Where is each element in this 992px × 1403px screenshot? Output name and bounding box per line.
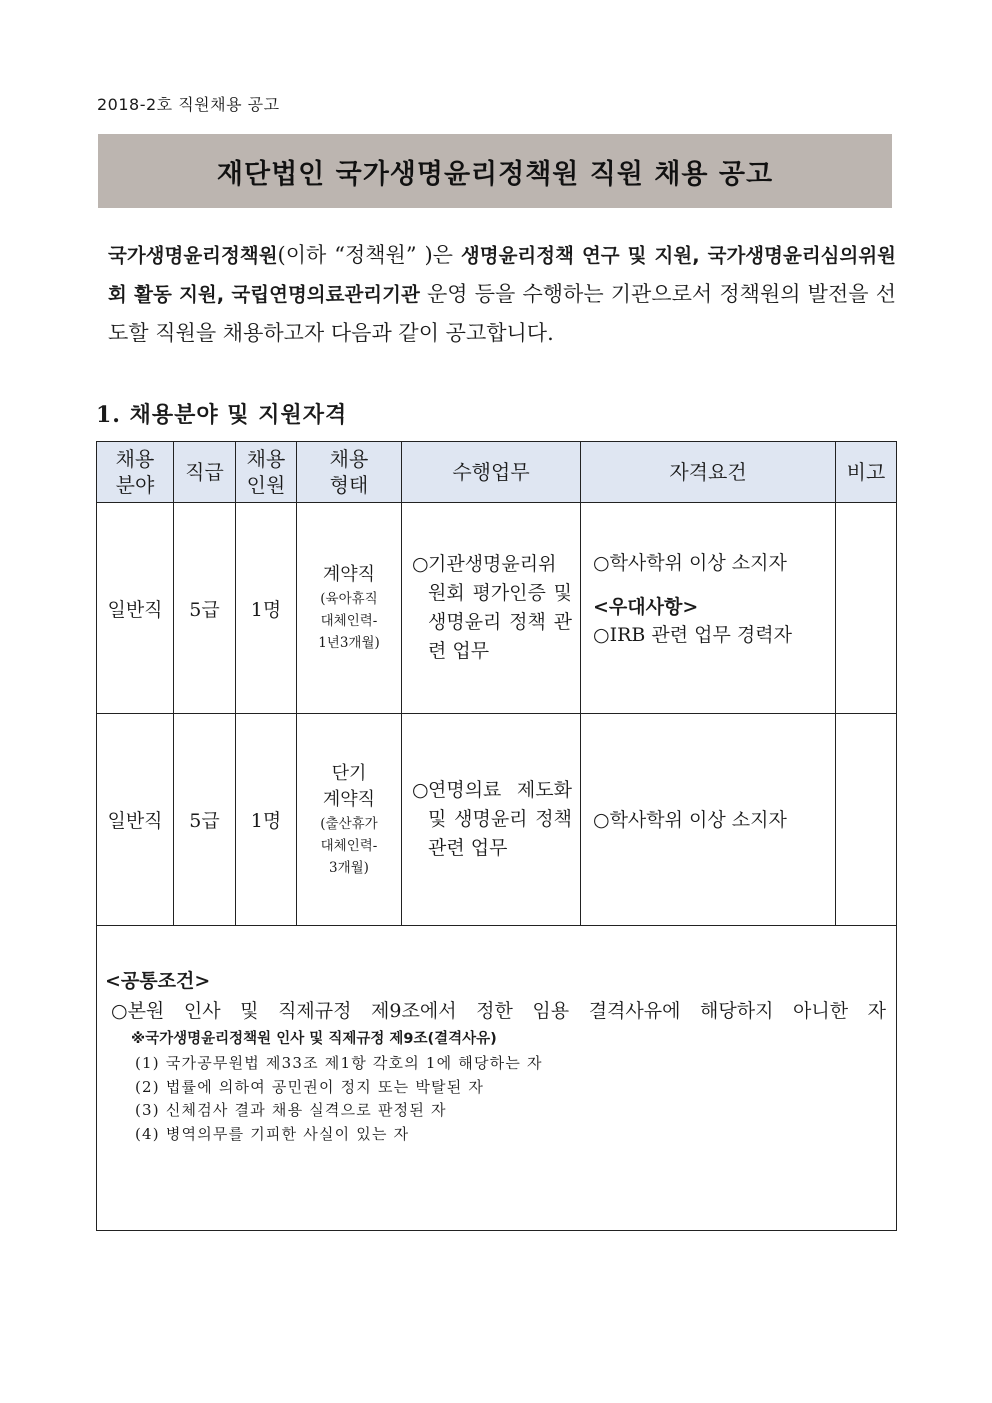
header-grade: 직급 bbox=[174, 442, 236, 503]
cell-count: 1명 bbox=[236, 503, 297, 714]
cell-qualification bbox=[581, 503, 836, 714]
type-main: 계약직 bbox=[322, 564, 376, 585]
cell-note bbox=[836, 714, 897, 926]
intro-org-name: 국가생명윤리정책원 bbox=[108, 244, 278, 267]
disqualification-item: (3) 신체검사 결과 채용 실격으로 판정된 자 bbox=[135, 1101, 447, 1119]
cell-type bbox=[297, 503, 402, 714]
header-type: 채용 형태 bbox=[297, 442, 402, 503]
table-row bbox=[97, 503, 897, 714]
cell-field: 일반직 bbox=[97, 503, 174, 714]
type-sub: (육아휴직 대체인력- 1년3개월) bbox=[318, 591, 380, 651]
header-field: 채용 분야 bbox=[97, 442, 174, 503]
qual-preference: ○IRB 관련 업무 경력자 bbox=[593, 624, 792, 646]
intro-duties: 생명윤리정책 연구 및 지원, 국가생명윤리심의위원회 활동 지원, 국립연명의료관리기관 bbox=[108, 244, 897, 306]
recruitment-table bbox=[96, 441, 897, 1231]
qual-preference-title: <우대사항> bbox=[593, 596, 699, 618]
disqualification-item: (1) 국가공무원법 제33조 제1항 각호의 1에 해당하는 자 bbox=[135, 1054, 543, 1072]
duty-text: 연명의료 제도화 및 생명윤리 정책 관련 업무 bbox=[428, 779, 572, 859]
header-note: 비고 bbox=[836, 442, 897, 503]
common-conditions bbox=[97, 926, 897, 1231]
section-title: 1. 채용분야 및 지원자격 bbox=[96, 402, 348, 428]
title-banner bbox=[98, 134, 892, 208]
cell-note bbox=[836, 503, 897, 714]
duty-text: 기관생명윤리위원회 평가인증 및 생명윤리 정책 관련 업무 bbox=[428, 553, 572, 662]
header-qualification: 자격요건 bbox=[581, 442, 836, 503]
table-header-row bbox=[97, 442, 897, 503]
intro-abbrev: (이하 “정책원” )은 bbox=[277, 243, 461, 267]
page-title: 재단법인 국가생명윤리정책원 직원 채용 공고 bbox=[216, 158, 774, 190]
cell-duty bbox=[402, 503, 581, 714]
cell-field: 일반직 bbox=[97, 714, 174, 926]
cell-type bbox=[297, 714, 402, 926]
intro-paragraph bbox=[108, 236, 896, 353]
cell-grade: 5급 bbox=[174, 714, 236, 926]
common-condition-line: ○본원 인사 및 직제규정 제9조에서 정한 임용 결격사유에 해당하지 아니한 자 bbox=[111, 1000, 886, 1022]
common-conditions-row bbox=[97, 926, 897, 1231]
table-row bbox=[97, 714, 897, 926]
cell-duty bbox=[402, 714, 581, 926]
common-reference: ※국가생명윤리정책원 인사 및 직제규정 제9조(결격사유) bbox=[131, 1031, 497, 1047]
qual-degree: ○학사학위 이상 소지자 bbox=[593, 552, 787, 574]
disqualification-item: (4) 병역의무를 기피한 사실이 있는 자 bbox=[135, 1124, 410, 1143]
common-title: <공통조건> bbox=[105, 970, 211, 992]
notice-number: 2018-2호 직원채용 공고 bbox=[97, 95, 280, 114]
header-count: 채용 인원 bbox=[236, 442, 297, 503]
duty-bullet: ○ bbox=[412, 553, 429, 575]
cell-qualification bbox=[581, 714, 836, 926]
type-main: 단기 계약직 bbox=[322, 762, 376, 810]
qual-degree: ○학사학위 이상 소지자 bbox=[593, 808, 787, 831]
duty-bullet: ○ bbox=[412, 779, 429, 801]
header-duty: 수행업무 bbox=[402, 442, 581, 503]
cell-grade: 5급 bbox=[174, 503, 236, 714]
cell-count: 1명 bbox=[236, 714, 297, 926]
type-sub: (출산휴가 대체인력- 3개월) bbox=[320, 815, 378, 876]
disqualification-item: (2) 법률에 의하여 공민권이 정지 또는 박탈된 자 bbox=[135, 1077, 485, 1096]
intro-purpose: 운영 등을 수행하는 기관으로서 정책원의 발전을 선도할 직원을 채용하고자 다음과 같이 공고합니다. bbox=[108, 282, 896, 345]
